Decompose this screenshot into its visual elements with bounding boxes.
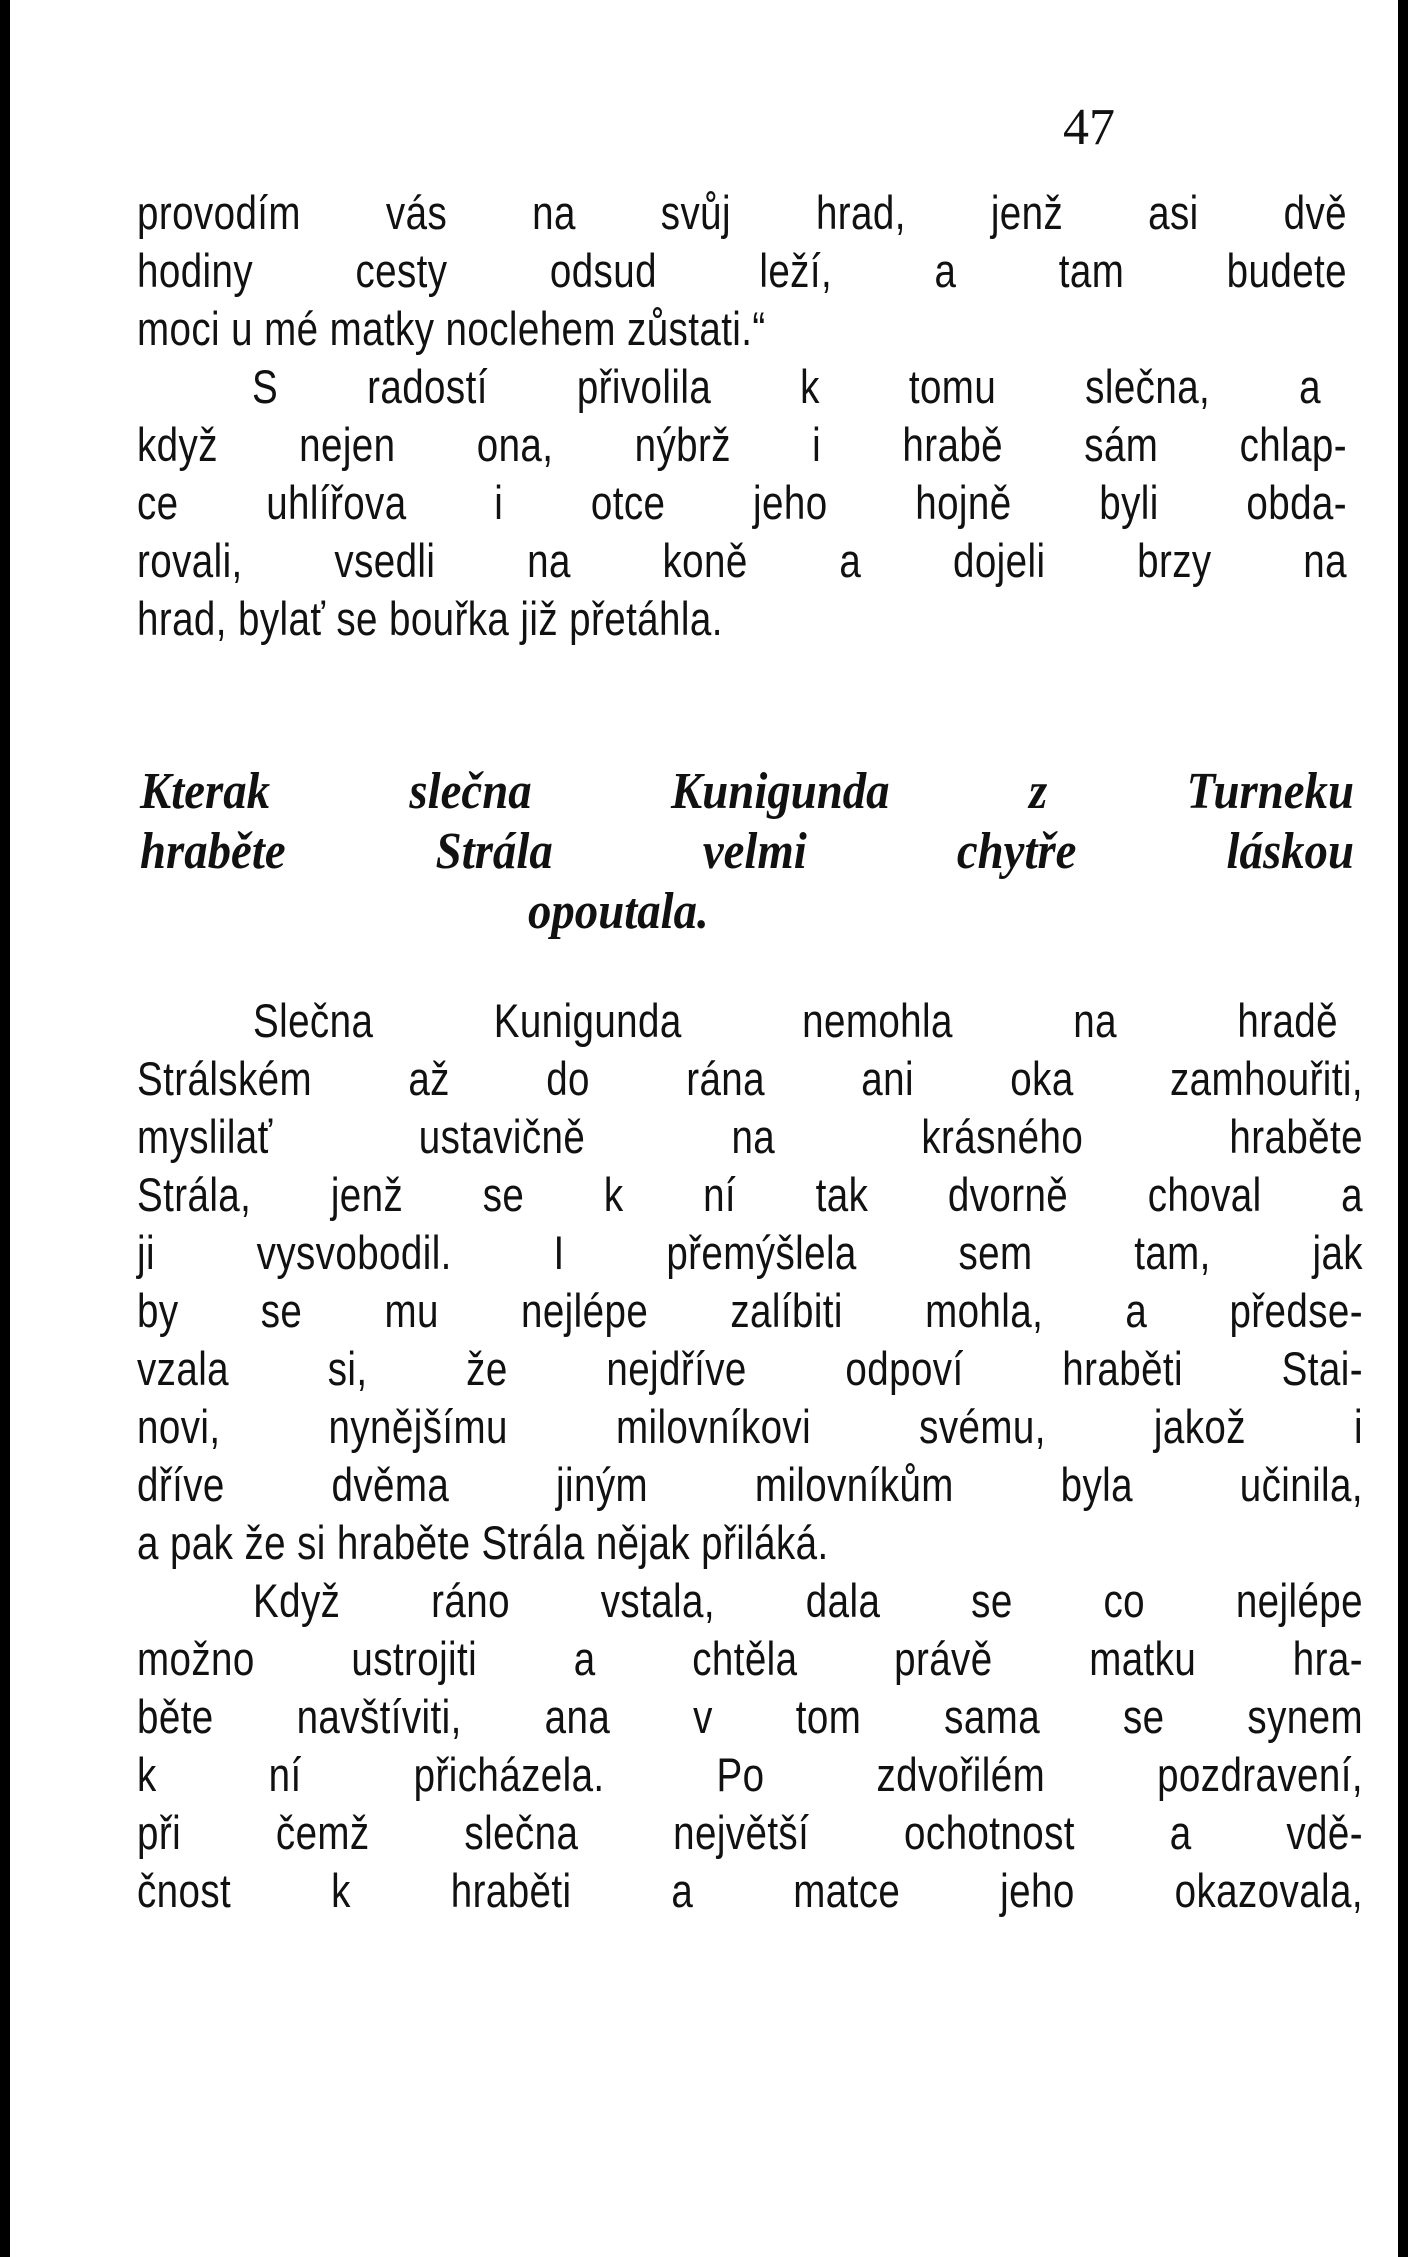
text-line: Slečna Kunigunda nemohla na hradě [253, 994, 1338, 1047]
text-line: S radostí přivolila k tomu slečna, a [252, 360, 1321, 413]
text-line: běte navštíviti, ana v tom sama se synem [137, 1690, 1363, 1743]
text-line: dříve dvěma jiným milovníkům byla učinila, [137, 1458, 1363, 1511]
text-line: moci u mé matky noclehem zůstati.“ [137, 302, 766, 355]
text-line: hrad, bylať se bouřka již přetáhla. [137, 592, 723, 645]
section-heading-line: Kterak slečna Kunigunda z Turneku [140, 763, 1354, 820]
text-line: při čemž slečna největší ochotnost a vdě- [137, 1806, 1363, 1859]
page-number: 47 [1063, 99, 1115, 156]
page-right-edge [1398, 0, 1408, 2257]
text-line: ce uhlířova i otce jeho hojně byli obda- [137, 476, 1347, 529]
section-heading-line: opoutala. [528, 883, 709, 940]
text-line: možno ustrojiti a chtěla právě matku hra- [137, 1632, 1363, 1685]
text-line: myslilať ustavičně na krásného hraběte [137, 1110, 1363, 1163]
text-line: hodiny cesty odsud leží, a tam budete [137, 244, 1347, 297]
text-line: rovali, vsedli na koně a dojeli brzy na [137, 534, 1347, 587]
text-line: vzala si, že nejdříve odpoví hraběti Stai- [137, 1342, 1363, 1395]
text-line: Strála, jenž se k ní tak dvorně choval a [137, 1168, 1363, 1221]
text-line: Když ráno vstala, dala se co nejlépe [253, 1574, 1363, 1627]
text-line: k ní přicházela. Po zdvořilém pozdravení, [137, 1748, 1363, 1801]
text-line: a pak že si hraběte Strála nějak přiláká. [137, 1516, 829, 1569]
text-line: když nejen ona, nýbrž i hrabě sám chlap- [137, 418, 1347, 471]
text-line: Strálském až do rána ani oka zamhouřiti, [137, 1052, 1363, 1105]
text-line: novi, nynějšímu milovníkovi svému, jakož i [137, 1400, 1363, 1453]
text-line: čnost k hraběti a matce jeho okazovala, [137, 1864, 1363, 1917]
text-line: provodím vás na svůj hrad, jenž asi dvě [137, 186, 1347, 239]
section-heading-line: hraběte Strála velmi chytře láskou [140, 823, 1354, 880]
text-line: ji vysvobodil. I přemýšlela sem tam, jak [137, 1226, 1363, 1279]
page-left-edge [0, 0, 10, 2257]
text-line: by se mu nejlépe zalíbiti mohla, a předse- [137, 1284, 1363, 1337]
